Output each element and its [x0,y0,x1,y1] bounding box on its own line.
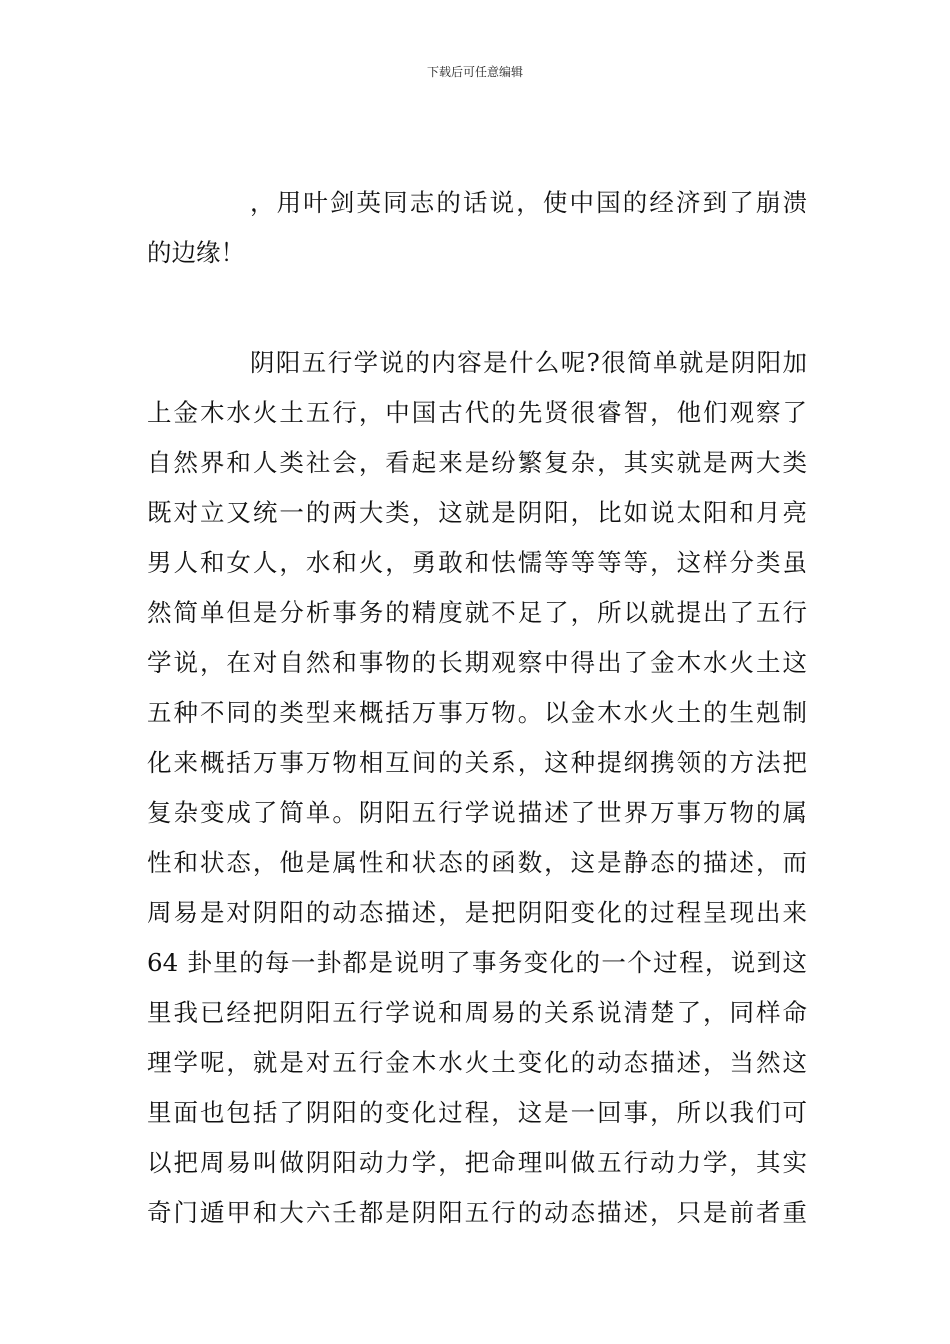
document-body [147,178,807,1238]
paragraph-line: 自然界和人类社会，看起来是纷繁复杂，其实就是两大类 [147,448,807,477]
paragraph-gap [147,278,807,338]
paragraph-line: 64 卦里的每一卦都是说明了事务变化的一个过程，说到这 [147,948,807,977]
paragraph-line: 里我已经把阴阳五行学说和周易的关系说清楚了，同样命 [147,998,807,1027]
paragraph-line: 学说，在对自然和事物的长期观察中得出了金木水火土这 [147,648,807,677]
page-header: 下载后可任意编辑 [426,65,523,79]
paragraph-line: 的边缘！ [147,238,245,267]
paragraph-line: 阴阳五行学说的内容是什么呢?很简单就是阴阳加 [250,348,807,377]
paragraph-line: 五种不同的类型来概括万事万物。以金木水火土的生剋制 [147,698,807,727]
paragraph-line: 然简单但是分析事务的精度就不足了，所以就提出了五行 [147,598,807,627]
paragraph-line: 复杂变成了简单。阴阳五行学说描述了世界万事万物的属 [147,798,807,827]
paragraph-line: 奇门遁甲和大六壬都是阴阳五行的动态描述，只是前者重 [147,1198,807,1227]
paragraph-line: 既对立又统一的两大类，这就是阴阳，比如说太阳和月亮 [147,498,807,527]
paragraph-line: 化来概括万事万物相互间的关系，这种提纲携领的方法把 [147,748,807,777]
paragraph-line: 上金木水火土五行，中国古代的先贤很睿智，他们观察了 [147,398,807,427]
paragraph-2 [147,338,807,1238]
paragraph-line: 理学呢，就是对五行金木水火土变化的动态描述，当然这 [147,1048,807,1077]
paragraph-line: ，用叶剑英同志的话说，使中国的经济到了崩溃 [250,188,807,217]
paragraph-line: 周易是对阴阳的动态描述，是把阴阳变化的过程呈现出来 [147,898,807,927]
paragraph-line: 男人和女人，水和火，勇敢和怯懦等等等等，这样分类虽 [147,548,807,577]
paragraph-line: 性和状态，他是属性和状态的函数，这是静态的描述，而 [147,848,807,877]
paragraph-1 [147,178,807,278]
paragraph-line: 里面也包括了阴阳的变化过程，这是一回事，所以我们可 [147,1098,807,1127]
paragraph-line: 以把周易叫做阴阳动力学，把命理叫做五行动力学，其实 [147,1148,807,1177]
